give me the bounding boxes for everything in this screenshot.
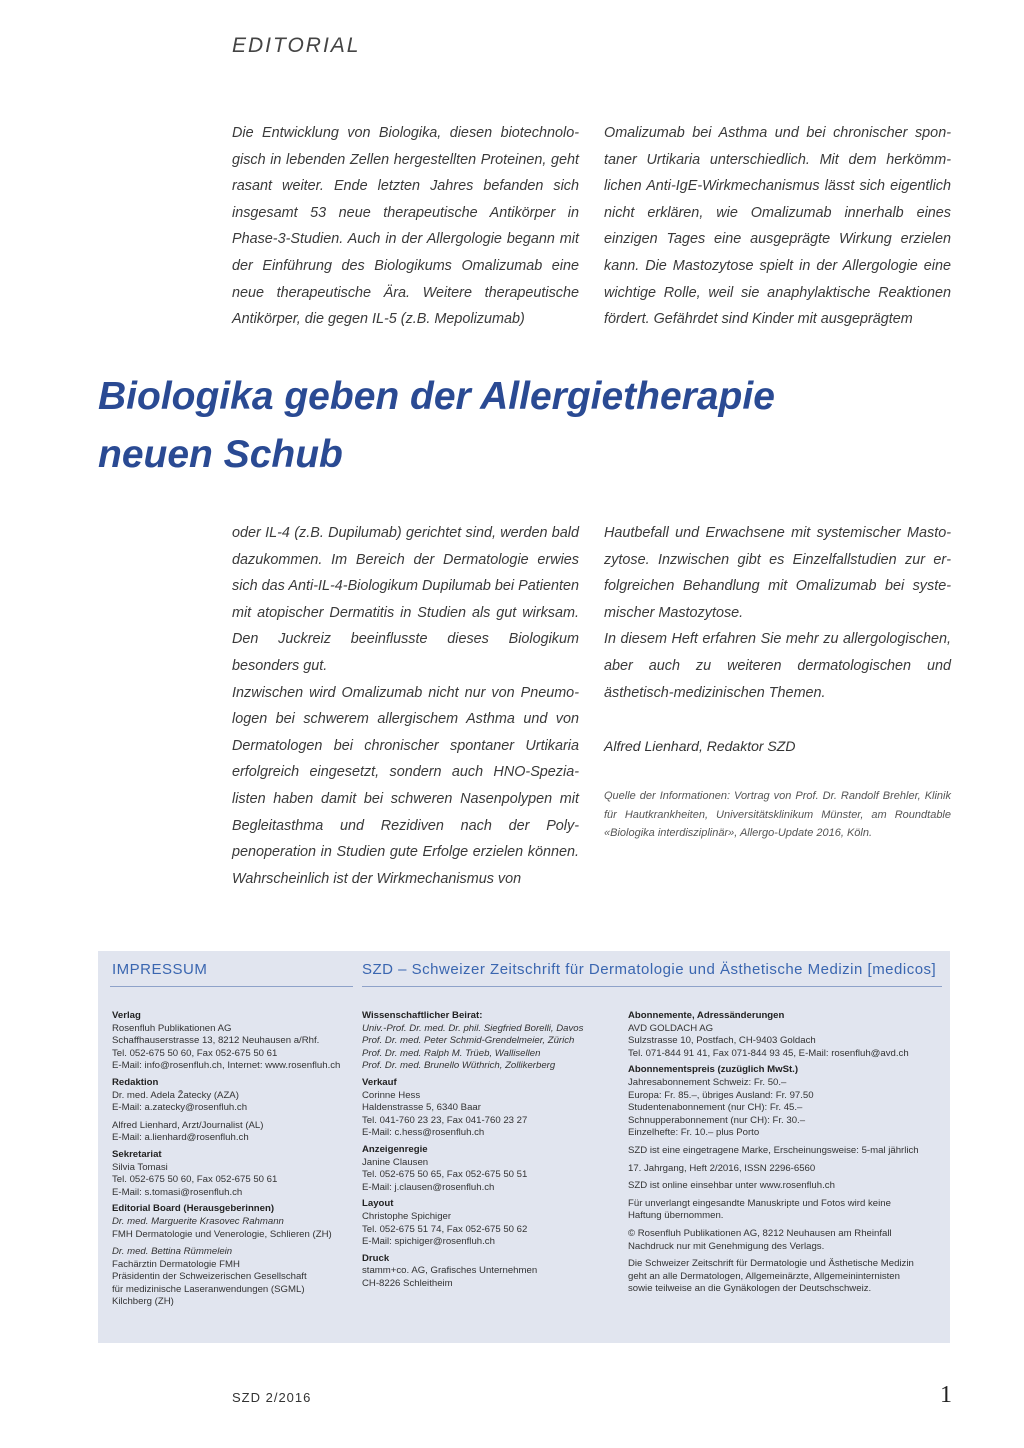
source-note: Quelle der Informationen: Vortrag von Prof. Dr. Randolf Brehler, Klinik für Hautkrankheiten, Universitätsklinikum Münster, am Roundtable «Biologika interdisziplinär», Allergo-Update 2016, Köln. (604, 790, 951, 839)
journal-name: SZD – Schweizer Zeitschrift für Dermatologie und Ästhetische Medizin [medicos] (362, 961, 937, 978)
impressum-line: Rosenfluh Publikationen AG (112, 1022, 232, 1034)
impressum-line: Schnupperabonnement (nur CH): Fr. 30.– (628, 1114, 806, 1126)
impressum-line: Schaffhauserstrasse 13, 8212 Neuhausen a/Rhf. (112, 1035, 320, 1047)
impressum-line: Kilchberg (ZH) (112, 1296, 174, 1308)
impressum-label: Redaktion (112, 1076, 159, 1088)
impressum-line: Prof. Dr. med. Ralph M. Trüeb, Wallisellen (362, 1047, 541, 1059)
impressum-line: stamm+co. AG, Grafisches Unternehmen (362, 1265, 538, 1277)
impressum-label: Sekretariat (112, 1148, 162, 1160)
impressum-line: für medizinische Laseranwendungen (SGML) (112, 1283, 305, 1295)
impressum-line: E-Mail: spichiger@rosenfluh.ch (362, 1236, 495, 1248)
divider (110, 986, 353, 987)
impressum-column-3 (628, 1006, 943, 1296)
impressum-line: Studentenabonnement (nur CH): Fr. 45.– (628, 1102, 803, 1114)
impressum-label: Layout (362, 1198, 394, 1210)
impressum-line: FMH Dermatologie und Venerologie, Schlieren (ZH) (112, 1228, 332, 1240)
impressum-line: Haftung übernommen. (628, 1210, 724, 1222)
impressum-line: Tel. 052-675 50 60, Fax 052-675 50 61 (112, 1174, 278, 1186)
impressum-line: Präsidentin der Schweizerischen Gesellschaft (112, 1271, 307, 1283)
author-signature: Alfred Lienhard, Redaktor SZD (604, 738, 796, 754)
impressum-line: Christophe Spichiger (362, 1210, 452, 1222)
title-line-1: Biologika geben der Allergietherapie (98, 375, 775, 418)
impressum-line: E-Mail: info@rosenfluh.ch, Internet: www.rosenfluh.ch (112, 1060, 341, 1072)
impressum-line: sowie teilweise an die Gynäkologen der Deutschschweiz. (628, 1283, 872, 1295)
impressum-heading: IMPRESSUM (112, 961, 208, 978)
intro-paragraph-left: Die Entwicklung von Biologika, diesen biotechnologisch in lebenden Zellen hergestellten Proteinen, geht rasant weiter. Ende letzten Jahres befanden sich insgesamt 53 neue therapeutische Antikörper in Phase-3-Studien. Auch in der Allergologie begann mit der Einführung des Biologikums Omalizumab eine neue therapeutische Ära. Weitere therapeutische Antikörper, die gegen IL-5 (z.B. Mepolizumab) (232, 125, 579, 328)
impressum-line: Alfred Lienhard, Arzt/Journalist (AL) (112, 1119, 264, 1131)
impressum-line: E-Mail: j.clausen@rosenfluh.ch (362, 1181, 495, 1193)
divider (362, 986, 942, 987)
impressum-label: Editorial Board (Herausgeberinnen) (112, 1203, 275, 1215)
impressum-line: Univ.-Prof. Dr. med. Dr. phil. Siegfried Borelli, Davos (362, 1022, 584, 1034)
impressum-line: Silvia Tomasi (112, 1161, 168, 1173)
impressum-line: SZD ist online einsehbar unter www.rosenfluh.ch (628, 1180, 835, 1192)
issue-label: SZD 2/2016 (232, 1390, 312, 1405)
impressum-line: E-Mail: a.zatecky@rosenfluh.ch (112, 1102, 248, 1114)
intro-column-left (232, 120, 579, 333)
body-paragraph: Hautbefall und Erwachsene mit systemischer Mastozytose. Inzwischen gibt es Einzelfallstudien zur erfolgreichen Behandlung mit Omalizumab bei systemischer Mastozytose. (604, 525, 951, 621)
impressum-line: Tel. 052-675 50 65, Fax 052-675 50 51 (362, 1169, 528, 1181)
impressum-line: E-Mail: s.tomasi@rosenfluh.ch (112, 1186, 243, 1198)
impressum-column-1 (112, 1006, 352, 1309)
impressum-label: Wissenschaftlicher Beirat: (362, 1010, 483, 1021)
impressum-line: Dr. med. Bettina Rümmelein (112, 1246, 233, 1258)
section-header: EDITORIAL (232, 34, 361, 57)
impressum-line: Für unverlangt eingesandte Manuskripte und Fotos wird keine (628, 1197, 891, 1209)
impressum-line: Sulzstrasse 10, Postfach, CH-9403 Goldach (628, 1035, 816, 1047)
article-title (98, 368, 918, 484)
title-line-2: neuen Schub (98, 433, 343, 476)
body-column-left (232, 520, 579, 892)
impressum-line: AVD GOLDACH AG (628, 1022, 714, 1034)
impressum-label: Abonnementspreis (zuzüglich MwSt.) (628, 1064, 799, 1076)
body-paragraph: In diesem Heft erfahren Sie mehr zu allergologischen, aber auch zu weiteren dermatologischen und ästhetisch-medizinischen Themen. (604, 631, 951, 701)
impressum-label: Druck (362, 1252, 390, 1264)
impressum-column-2 (362, 1006, 612, 1290)
impressum-box (98, 951, 950, 1343)
impressum-line: Jahresabonnement Schweiz: Fr. 50.– (628, 1076, 787, 1088)
impressum-line: Einzelhefte: Fr. 10.– plus Porto (628, 1127, 760, 1139)
impressum-line: geht an alle Dermatologen, Allgemeinärzte, Allgemeininternisten (628, 1270, 900, 1282)
impressum-line: Tel. 041-760 23 23, Fax 041-760 23 27 (362, 1114, 528, 1126)
impressum-line: Europa: Fr. 85.–, übriges Ausland: Fr. 97.50 (628, 1089, 814, 1101)
impressum-line: Tel. 052-675 51 74, Fax 052-675 50 62 (362, 1223, 528, 1235)
body-paragraph: oder IL-4 (z.B. Dupilumab) gerichtet sind, werden bald dazukommen. Im Bereich der Dermatologie erwies sich das Anti-IL-4-Biologikum Dupilumab bei Patienten mit atopischer Dermatitis in Studien als gut wirksam. Den Juckreiz beeinflusste dieses Biologikum besonders gut. (232, 525, 579, 674)
impressum-label: Verkauf (362, 1076, 397, 1088)
impressum-line: Janine Clausen (362, 1156, 429, 1168)
impressum-line: 17. Jahrgang, Heft 2/2016, ISSN 2296-6560 (628, 1162, 816, 1174)
impressum-line: Fachärztin Dermatologie FMH (112, 1258, 240, 1270)
impressum-line: Prof. Dr. med. Brunello Wüthrich, Zollikerberg (362, 1060, 556, 1072)
impressum-line: Tel. 071-844 91 41, Fax 071-844 93 45, E-Mail: rosenfluh@avd.ch (628, 1047, 909, 1059)
intro-paragraph-right: Omalizumab bei Asthma und bei chronischer spontaner Urtikaria unterschiedlich. Mit dem herkömmlichen Anti-IgE-Wirkmechanismus lässt sich eigentlich nicht erklären, wie Omalizumab innerhalb eines einzigen Tages eine ausgeprägte Wirkung erzielen kann. Die Mastozytose spielt in der Allergologie eine wichtige Rolle, weil sie anaphylaktische Reaktionen fördert. Gefährdet sind Kinder mit ausgeprägtem (604, 125, 951, 328)
body-paragraph: Inzwischen wird Omalizumab nicht nur von Pneumologen bei schwerem allergischem Asthma und von Dermatologen bei chronischer spontaner Urtikaria erfolgreich eingesetzt, sondern auch HNO-Spezialisten haben damit bei schweren Nasenpolypen mit Begleitasthma und Rezidiven nach der Polypenoperation in Studien gute Erfolge erzielen können. Wahrscheinlich ist der Wirkmechanismus von (232, 684, 579, 887)
page-number: 1 (940, 1382, 952, 1408)
body-column-right (604, 520, 951, 706)
impressum-line: Dr. med. Marguerite Krasovec Rahmann (112, 1215, 284, 1227)
impressum-line: Die Schweizer Zeitschrift für Dermatologie und Ästhetische Medizin (628, 1258, 914, 1270)
impressum-line: Prof. Dr. med. Peter Schmid-Grendelmeier, Zürich (362, 1035, 575, 1047)
impressum-line: Haldenstrasse 5, 6340 Baar (362, 1102, 481, 1114)
impressum-label: Abonnemente, Adressänderungen (628, 1010, 785, 1021)
impressum-line: E-Mail: c.hess@rosenfluh.ch (362, 1127, 485, 1139)
impressum-line: Tel. 052-675 50 60, Fax 052-675 50 61 (112, 1047, 278, 1059)
impressum-line: Nachdruck nur mit Genehmigung des Verlags. (628, 1240, 825, 1252)
impressum-line: CH-8226 Schleitheim (362, 1277, 453, 1289)
impressum-line: © Rosenfluh Publikationen AG, 8212 Neuhausen am Rheinfall (628, 1227, 892, 1239)
impressum-line: Corinne Hess (362, 1089, 421, 1101)
impressum-line: E-Mail: a.lienhard@rosenfluh.ch (112, 1132, 249, 1144)
intro-column-right (604, 120, 951, 333)
impressum-label: Verlag (112, 1010, 141, 1021)
impressum-label: Anzeigenregie (362, 1143, 428, 1155)
impressum-line: SZD ist eine eingetragene Marke, Erscheinungsweise: 5-mal jährlich (628, 1144, 919, 1156)
impressum-line: Dr. med. Adela Žatecky (AZA) (112, 1089, 239, 1101)
